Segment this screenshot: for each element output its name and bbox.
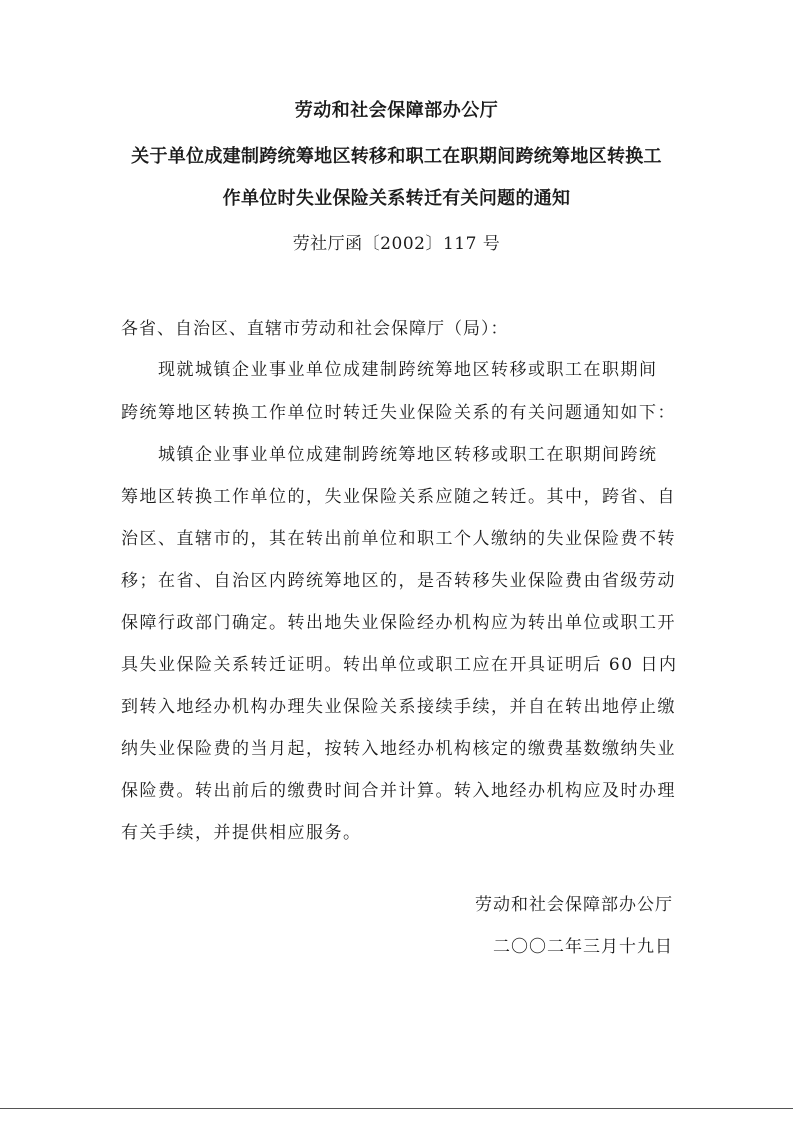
footer-divider: [0, 1108, 793, 1109]
paragraph-2-line-9: 保险费。转出前后的缴费时间合并计算。转入地经办机构应及时办理: [121, 781, 676, 801]
paragraph-2-line-4: 移；在省、自治区内跨统筹地区的，是否转移失业保险费由省级劳动: [121, 571, 676, 591]
paragraph-1-line-1: 现就城镇企业事业单位成建制跨统筹地区转移或职工在职期间: [158, 360, 658, 380]
salutation: 各省、自治区、直辖市劳动和社会保障厅（局）：: [121, 319, 509, 339]
document-number: 劳社厅函〔2002〕117 号: [292, 234, 501, 254]
paragraph-2-line-2: 筹地区转换工作单位的，失业保险关系应随之转迁。其中，跨省、自: [121, 487, 676, 507]
document-title-line-1: 关于单位成建制跨统筹地区转移和职工在职期间跨统筹地区转换工: [131, 146, 662, 167]
signature-organization: 劳动和社会保障部办公厅: [475, 895, 673, 915]
paragraph-2-line-3: 治区、直辖市的，其在转出前单位和职工个人缴纳的失业保险费不转: [121, 529, 676, 549]
document-title-line-2: 作单位时失业保险关系转迁有关问题的通知: [222, 188, 571, 209]
paragraph-1-line-2: 跨统筹地区转换工作单位时转迁失业保险关系的有关问题通知如下：: [121, 403, 676, 423]
paragraph-2-line-10: 有关手续，并提供相应服务。: [121, 823, 362, 843]
paragraph-2-line-1: 城镇企业事业单位成建制跨统筹地区转移或职工在职期间跨统: [158, 445, 658, 465]
paragraph-2-line-6: 具失业保险关系转迁证明。转出单位或职工应在开具证明后 60 日内: [121, 655, 678, 675]
paragraph-2-line-5: 保障行政部门确定。转出地失业保险经办机构应为转出单位或职工开: [121, 613, 676, 633]
signature-date: 二〇〇二年三月十九日: [493, 937, 673, 957]
paragraph-2-line-7: 到转入地经办机构办理失业保险关系接续手续，并自在转出地停止缴: [121, 697, 676, 717]
issuer-heading: 劳动和社会保障部办公厅: [294, 100, 499, 121]
paragraph-2-line-8: 纳失业保险费的当月起，按转入地经办机构核定的缴费基数缴纳失业: [121, 739, 676, 759]
